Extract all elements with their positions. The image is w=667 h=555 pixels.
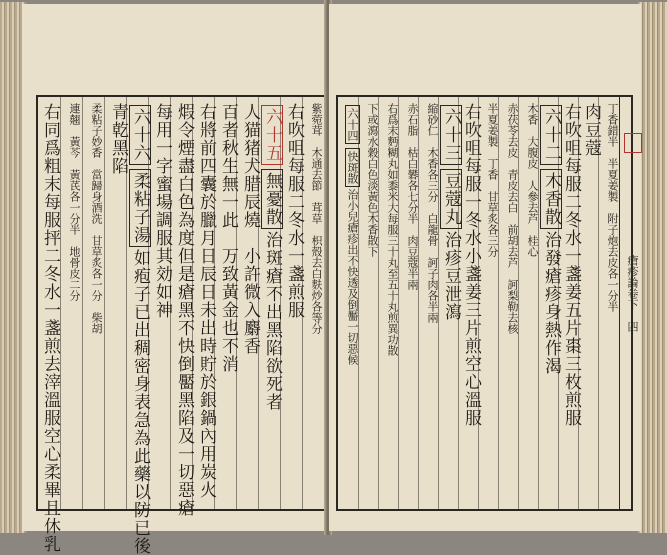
text-column: 右爲末麪糊丸如黍米大每服三十丸至五十丸煎異功散: [386, 103, 399, 356]
text-column: 右吹咀每服二冬水一盞姜五片棗三枚煎服: [561, 103, 581, 427]
right-text-frame: [336, 95, 633, 511]
text-column: 連翹 黃芩 黃芪各一分半 地骨皮二分: [68, 103, 81, 301]
left-page: [22, 4, 327, 555]
folio-title: 瘡疹論卷下 四: [626, 255, 639, 332]
text-column: 木香 大腹皮 人參去芦 桂心: [526, 103, 539, 257]
text-column: 百者秋生無一此 万致黃金也不消: [218, 103, 238, 373]
recipe-heading: 六十三豆蔻丸治疹豆泄瀉: [441, 103, 461, 321]
folio-margin: [619, 95, 642, 511]
text-column: 丁香錯半 半夏姜製 附子炮去皮各一分半: [606, 103, 619, 312]
text-column: 右吹咀每服二冬水一盞煎服: [284, 103, 304, 319]
text-column: 赤石脂 枯白礬各七分半 肉豆蔻半兩: [406, 103, 419, 290]
text-column: 人猫猪犬腊辰燒 小許微入麝香: [240, 103, 260, 355]
red-seal-stamp: [624, 133, 642, 153]
recipe-heading: 六十二木香散治發瘡疹身熱作渴: [541, 103, 561, 375]
text-column: 柔粘子妙香 當歸身酒洗 甘草炙各一分 柴胡: [90, 103, 103, 334]
text-column: 煆令煙盡白色為度但是瘡黑不快倒靨黑陷及一切惡瘡: [174, 103, 194, 517]
text-column: 右吹咀每服一冬水小盞姜三片煎空心溫服: [461, 103, 481, 427]
text-column: 下或瀉水穀白色淡黃色木香散下: [366, 103, 379, 257]
right-page-edges: [638, 2, 667, 533]
text-column: 半夏姜製 丁香 甘草炙各三分: [486, 103, 499, 257]
text-column: 右將前四囊於臘月日辰日未出時貯於銀鍋內用炭火: [196, 103, 216, 499]
left-text-frame: [36, 95, 325, 555]
text-column: 肉豆蔻: [581, 103, 601, 157]
text-column: 紫菀茸 木通去節 茸草 枳殼去白麩炒各等分: [310, 103, 323, 334]
recipe-heading: 六十四快斑散治小兒瘡疹出不快透及倒靨一切惡候: [342, 103, 362, 365]
right-page: [329, 4, 641, 531]
text-column: 縮砂仁 木香各三分 白龍骨 訶子肉各半兩: [426, 103, 439, 323]
text-column: 每用一字蜜場調服其効如神: [152, 103, 172, 319]
text-column: 右同爲粗末每服抨二冬水一盞煎去滓溫服空心柔畢且休乳: [40, 103, 60, 553]
text-column: 青乾黑陷: [108, 103, 128, 175]
text-column: 赤茯苓去皮 青皮去白 前胡去芦 訶梨勒去核: [506, 103, 519, 334]
recipe-heading: 六十五無憂散治斑瘡不出黑陷欲死者: [262, 103, 282, 411]
recipe-heading: 六十六柔粘子湯如疱子已出稠密身表急為此藥以防已後: [130, 103, 150, 555]
